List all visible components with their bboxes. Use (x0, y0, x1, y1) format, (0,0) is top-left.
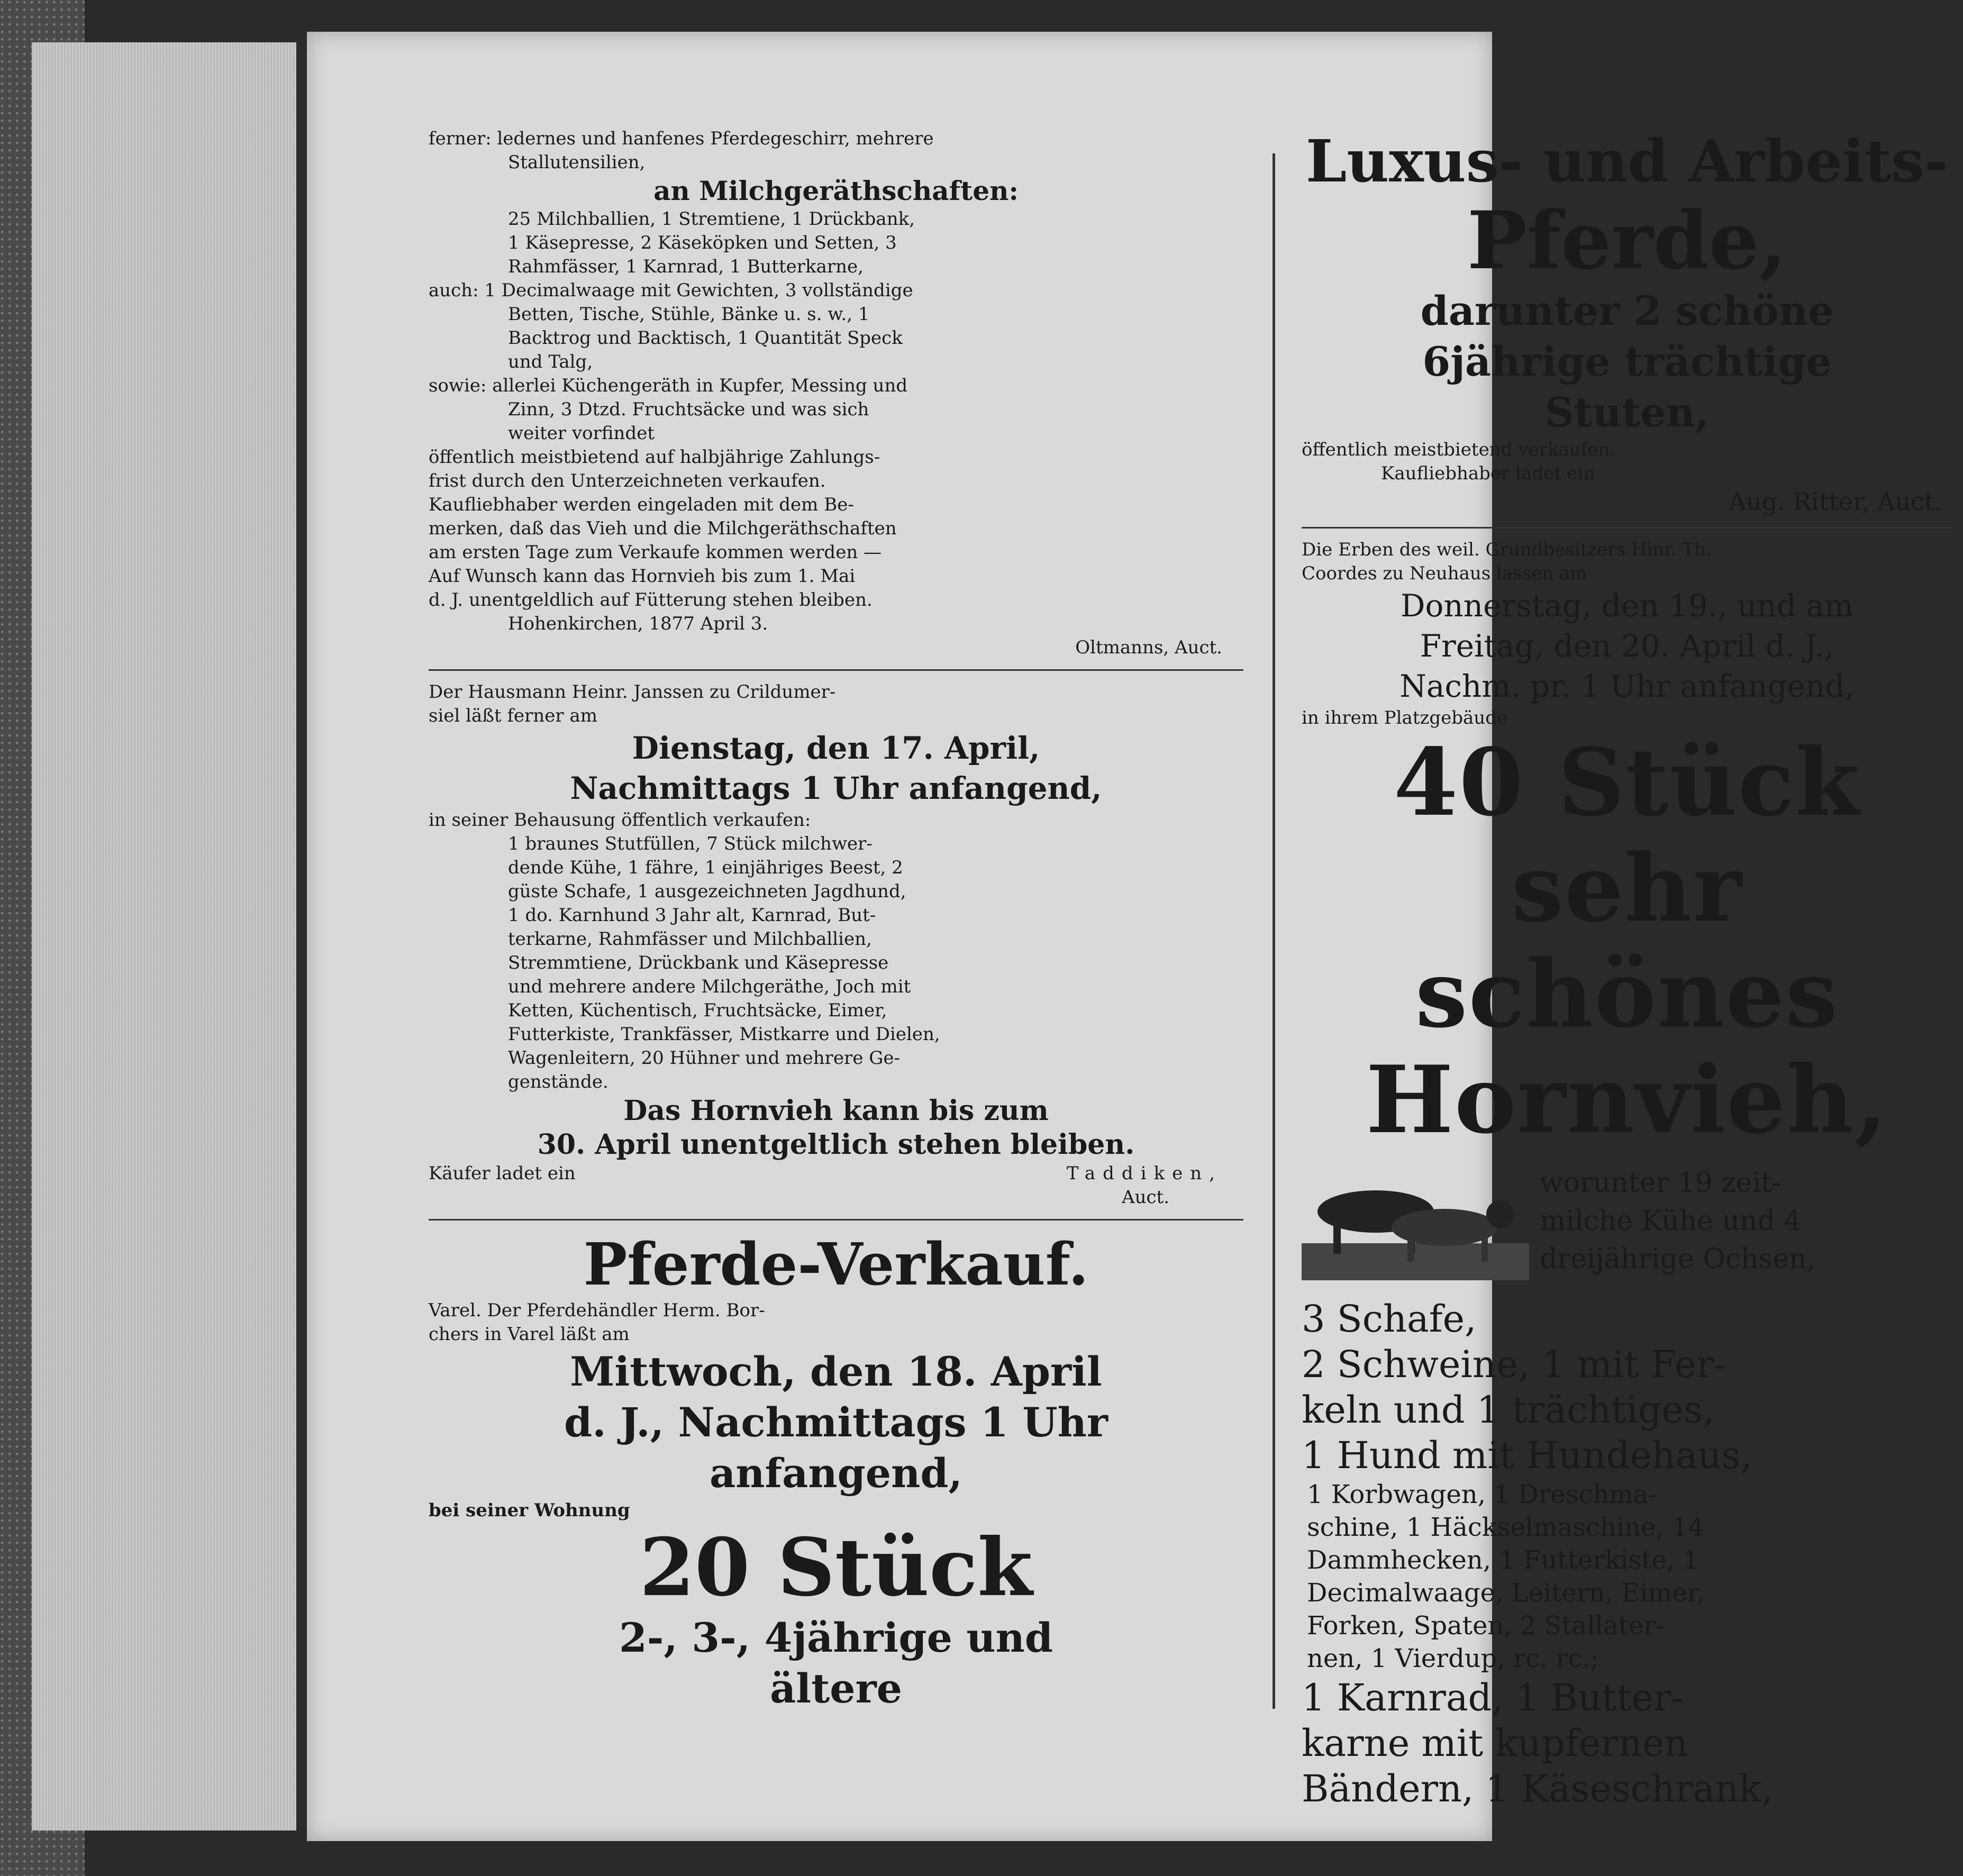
ad-detail: 2-, 3-, 4jährige und (619, 1614, 1053, 1661)
cattle-text (1540, 1164, 1963, 1278)
livestock-line: 2 Schweine, 1 mit Fer- (1302, 1343, 1726, 1386)
signature-taddiken: Taddiken, (1066, 1163, 1222, 1184)
advertisement-janssen (429, 680, 1243, 1209)
ad-animal: Hornvieh, (1366, 1046, 1888, 1154)
livestock-list (1302, 1296, 1952, 1478)
equipment-line: Dammhecken, 1 Futterkiste, 1 (1307, 1545, 1700, 1575)
cattle-text-line: milche Kühe und 4 (1540, 1205, 1802, 1237)
ad-location: in ihrem Platzgebäude (1302, 707, 1508, 728)
dairy-line: Bändern, 1 Käseschrank, (1302, 1767, 1773, 1810)
item-line: Wagenleitern, 20 Hühner und mehrere Ge- (508, 1048, 901, 1069)
ad-text-line: am ersten Tage zum Verkaufe kommen werden — (429, 542, 882, 563)
ad-text-line: d. J. unentgeldlich auf Fütterung stehen bleiben. (429, 589, 873, 611)
ad-intro-line: Der Hausmann Heinr. Janssen zu Crildumer- (429, 681, 836, 703)
separator-rule (429, 669, 1243, 671)
ad-subheadline: darunter 2 schöne (1420, 287, 1834, 334)
item-line: Futterkiste, Trankfässer, Mistkarre und Dielen, (508, 1024, 940, 1045)
ad-text-line: weiter vorfindet (508, 423, 655, 444)
equipment-line: Forken, Spaten, 2 Stallater- (1307, 1611, 1665, 1641)
page-stack-edge (32, 42, 296, 1831)
ad-detail: ältere (770, 1665, 902, 1712)
ad-intro-line: chers in Varel läßt am (429, 1324, 630, 1345)
ad-intro-line: Coordes zu Neuhaus lassen am (1302, 563, 1587, 584)
item-line: 1 braunes Stutfüllen, 7 Stück milchwer- (508, 833, 873, 854)
cattle-block (1302, 1164, 1952, 1291)
ad-text: öffentlich meistbietend verkaufen. (1302, 439, 1615, 460)
signature-ritter: Aug. Ritter, Auct. (1729, 487, 1942, 516)
ad-text: Kaufliebhaber ladet ein (1381, 463, 1595, 484)
ad-text-line: öffentlich meistbietend auf halbjährige Zahlungs- (429, 447, 880, 468)
ad-intro-line: Die Erben des weil. Grundbesitzers Hinr. Th. (1302, 539, 1712, 560)
ad-text-line: 25 Milchballien, 1 Stremtiene, 1 Drückbank, (508, 208, 915, 230)
headline-luxus: Luxus- und Arbeits- (1305, 127, 1949, 195)
ad-text-line: Hohenkirchen, 1877 April 3. (508, 613, 768, 634)
right-column-content (1302, 127, 1952, 1811)
ad-subheadline: 6jährige trächtige (1422, 338, 1832, 385)
ad-text-line: und Talg, (508, 351, 593, 372)
headline-pferde: Pferde, (1467, 194, 1787, 287)
headline-pferde-verkauf: Pferde-Verkauf. (583, 1230, 1089, 1298)
item-list (429, 832, 1243, 1094)
ad-date: anfangend, (709, 1450, 963, 1497)
equipment-line: Decimalwaage, Leitern, Eimer, (1307, 1578, 1705, 1608)
ad-text-line: Zinn, 3 Dtzd. Fruchtsäcke und was sich (508, 399, 869, 420)
ad-text-line: an Milchgeräthschaften: (653, 175, 1019, 206)
left-column (429, 127, 1243, 1714)
ad-date: Donnerstag, den 19., und am (1400, 588, 1854, 624)
advertisement-coordes (1302, 538, 1952, 1811)
equipment-list (1302, 1478, 1952, 1675)
item-line: genstände. (508, 1071, 608, 1092)
separator-rule (429, 1219, 1243, 1221)
advertisement-borchers (429, 1230, 1243, 1714)
signature-auct: Auct. (1122, 1187, 1169, 1208)
equipment-line: 1 Korbwagen, 1 Dreschma- (1307, 1480, 1657, 1509)
ad-count: 20 Stück (639, 1521, 1033, 1614)
ad-text-line: Rahmfässer, 1 Karnrad, 1 Butterkarne, (508, 256, 864, 277)
ad-text-line: Betten, Tische, Stühle, Bänke u. s. w., 1 (508, 304, 870, 325)
livestock-line: 3 Schafe, (1302, 1297, 1477, 1341)
ad-text-line: merken, daß das Vieh und die Milchgeräthschaften (429, 518, 897, 539)
separator-rule (1302, 527, 1952, 529)
ad-date: Nachm. pr. 1 Uhr anfangend, (1399, 668, 1855, 704)
ad-text-line: 1 Käsepresse, 2 Käseköpken und Setten, 3 (508, 232, 897, 253)
item-line: Stremmtiene, Drückbank und Käsepresse (508, 952, 889, 973)
ad-text-line: Stallutensilien, (508, 152, 646, 173)
advertisement-oltmanns (429, 127, 1243, 636)
ad-date: Mittwoch, den 18. April (570, 1348, 1102, 1395)
ad-subheadline: Stuten, (1544, 389, 1710, 436)
ad-text-line: Backtrog und Backtisch, 1 Quantität Speck (508, 327, 903, 349)
ad-date: Freitag, den 20. April d. J., (1420, 628, 1834, 664)
ad-text-line: Kaufliebhaber werden eingeladen mit dem Be- (429, 494, 854, 515)
item-line: dende Kühe, 1 fähre, 1 einjähriges Beest, 2 (508, 857, 903, 878)
dairy-list (1302, 1675, 1952, 1811)
ad-text-line: auch: 1 Decimalwaage mit Gewichten, 3 vollständige (429, 280, 913, 301)
ad-location: bei seiner Wohnung (429, 1500, 630, 1521)
item-line: terkarne, Rahmfässer und Milchballien, (508, 928, 872, 950)
ad-intro-line: siel läßt ferner am (429, 705, 597, 726)
item-line: 1 do. Karnhund 3 Jahr alt, Karnrad, But- (508, 905, 876, 926)
column-divider (1273, 153, 1275, 1709)
ad-note: Das Hornvieh kann bis zum (623, 1095, 1049, 1127)
cattle-text-line: worunter 19 zeit- (1540, 1167, 1782, 1199)
newspaper-page (307, 32, 1949, 1841)
equipment-line: nen, 1 Vierdup, rc. rc.; (1307, 1644, 1599, 1673)
ad-time: Nachmittags 1 Uhr anfangend, (570, 770, 1102, 806)
ad-text-line: Auf Wunsch kann das Hornvieh bis zum 1. Mai (429, 566, 856, 587)
dairy-line: 1 Karnrad, 1 Butter- (1302, 1676, 1684, 1719)
item-line: und mehrere andere Milchgeräthe, Joch mit (508, 976, 911, 997)
equipment-line: schine, 1 Häckselmaschine, 14 (1307, 1513, 1705, 1542)
ad-note: 30. April unentgeltlich stehen bleiben. (537, 1128, 1135, 1161)
item-line: Ketten, Küchentisch, Fruchtsäcke, Eimer, (508, 1000, 887, 1021)
cattle-text-line: dreijährige Ochsen, (1540, 1243, 1815, 1275)
signature-oltmanns: Oltmanns, Auct. (1075, 637, 1222, 658)
ad-text-line: sowie: allerlei Küchengeräth in Kupfer, Messing und (429, 375, 908, 396)
ad-date: d. J., Nachmittags 1 Uhr (564, 1399, 1108, 1446)
advertisement-ritter (1302, 127, 1952, 517)
cattle-icon (1302, 1164, 1529, 1286)
ad-intro-line: Varel. Der Pferdehändler Herm. Bor- (429, 1300, 765, 1321)
ad-count: 40 Stück (1393, 728, 1861, 837)
dairy-line: karne mit kupfernen (1302, 1722, 1688, 1765)
ad-location: in seiner Behausung öffentlich verkaufen: (429, 809, 811, 831)
ad-date: Dienstag, den 17. April, (632, 730, 1040, 766)
ad-description: sehr schönes (1415, 834, 1839, 1049)
livestock-line: 1 Hund mit Hundehaus, (1302, 1434, 1752, 1477)
buyers-invited: Käufer ladet ein (429, 1163, 576, 1184)
ad-text-line: frist durch den Unterzeichneten verkaufen. (429, 470, 826, 491)
item-line: güste Schafe, 1 ausgezeichneten Jagdhund, (508, 881, 906, 902)
livestock-line: keln und 1 trächtiges, (1302, 1388, 1715, 1432)
ad-text-line: ferner: ledernes und hanfenes Pferdegeschirr, mehrere (429, 128, 934, 149)
